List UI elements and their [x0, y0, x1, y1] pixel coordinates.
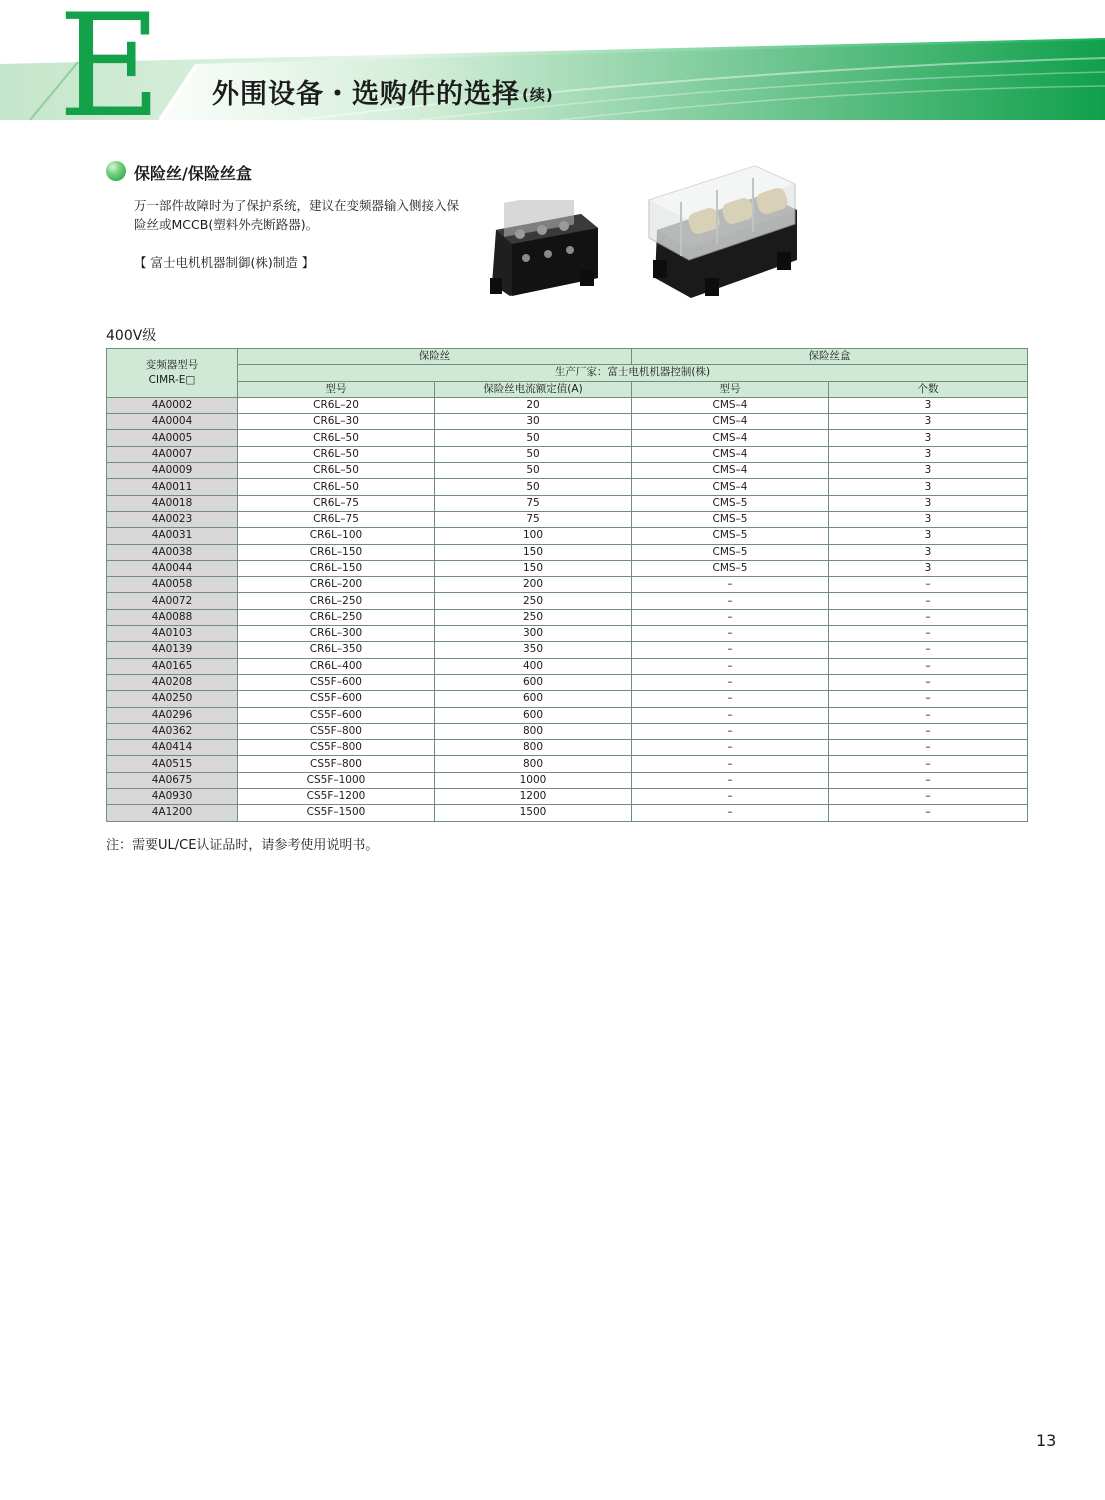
fuse-box-photo: [645, 160, 805, 302]
table-row: [107, 463, 1028, 479]
box-model-cell: –: [632, 642, 829, 658]
fuse-rating-cell: 250: [435, 593, 632, 609]
section-bullet-icon: [106, 161, 126, 181]
inverter-model-cell: 4A0362: [107, 723, 238, 739]
box-count-cell: –: [829, 593, 1028, 609]
fuse-rating-cell: 50: [435, 463, 632, 479]
table-row: [107, 626, 1028, 642]
box-count-cell: –: [829, 756, 1028, 772]
inverter-model-cell: 4A0007: [107, 446, 238, 462]
inverter-model-cell: 4A0044: [107, 560, 238, 576]
header-manufacturer: 生产厂家：富士电机机器控制(株): [238, 365, 1028, 381]
table-row: [107, 789, 1028, 805]
inverter-model-cell: 4A0296: [107, 707, 238, 723]
fuse-rating-cell: 150: [435, 544, 632, 560]
inverter-model-cell: 4A0515: [107, 756, 238, 772]
fuse-model-cell: CS5F–800: [238, 723, 435, 739]
fuse-rating-cell: 100: [435, 528, 632, 544]
fuse-model-cell: CS5F–600: [238, 674, 435, 690]
box-model-cell: –: [632, 740, 829, 756]
fuse-rating-cell: 1000: [435, 772, 632, 788]
table-row: [107, 674, 1028, 690]
fuse-model-cell: CR6L–300: [238, 626, 435, 642]
footnote: 注：需要UL/CE认证品时，请参考使用说明书。: [106, 838, 379, 853]
fuse-rating-cell: 75: [435, 495, 632, 511]
box-model-cell: –: [632, 805, 829, 821]
table-row: [107, 577, 1028, 593]
fuse-model-cell: CR6L–75: [238, 511, 435, 527]
box-count-cell: 3: [829, 528, 1028, 544]
table-row: [107, 544, 1028, 560]
box-count-cell: 3: [829, 430, 1028, 446]
fuse-model-cell: CR6L–75: [238, 495, 435, 511]
box-count-cell: –: [829, 772, 1028, 788]
box-model-cell: CMS–5: [632, 560, 829, 576]
inverter-model-cell: 4A1200: [107, 805, 238, 821]
fuse-rating-cell: 50: [435, 446, 632, 462]
box-count-cell: –: [829, 674, 1028, 690]
box-count-cell: –: [829, 609, 1028, 625]
table-body: [107, 397, 1028, 821]
manufacturer-note: 【 富士电机机器制御(株)制造 】: [134, 255, 315, 270]
table-row: [107, 560, 1028, 576]
inverter-model-cell: 4A0250: [107, 691, 238, 707]
box-model-cell: –: [632, 674, 829, 690]
box-model-cell: –: [632, 756, 829, 772]
section-title: 保险丝/保险丝盒: [134, 164, 252, 183]
header-fuse-rating: 保险丝电流额定值(A): [435, 381, 632, 397]
box-count-cell: 3: [829, 560, 1028, 576]
box-count-cell: –: [829, 658, 1028, 674]
box-model-cell: CMS–4: [632, 463, 829, 479]
fuse-model-cell: CR6L–150: [238, 560, 435, 576]
box-count-cell: –: [829, 805, 1028, 821]
table-row: [107, 446, 1028, 462]
table-row: [107, 430, 1028, 446]
fuse-rating-cell: 400: [435, 658, 632, 674]
box-count-cell: 3: [829, 511, 1028, 527]
fuse-model-cell: CR6L–250: [238, 593, 435, 609]
fuse-model-cell: CR6L–100: [238, 528, 435, 544]
box-model-cell: –: [632, 691, 829, 707]
fuse-model-cell: CR6L–20: [238, 397, 435, 413]
box-count-cell: 3: [829, 495, 1028, 511]
section-description: 万一部件故障时为了保护系统，建议在变频器输入侧接入保险丝或MCCB(塑料外壳断路器)。: [134, 198, 460, 232]
header-inverter-model: [107, 349, 238, 398]
table-row: [107, 723, 1028, 739]
box-model-cell: –: [632, 658, 829, 674]
table-row: [107, 397, 1028, 413]
inverter-model-cell: 4A0675: [107, 772, 238, 788]
fuse-model-cell: CR6L–30: [238, 414, 435, 430]
fuse-rating-cell: 600: [435, 707, 632, 723]
box-model-cell: CMS–4: [632, 430, 829, 446]
fuse-model-cell: CS5F–1500: [238, 805, 435, 821]
page-title-text: 外围设备・选购件的选择: [212, 79, 520, 110]
fuse-selection-table: [106, 348, 1028, 822]
inverter-model-cell: 4A0011: [107, 479, 238, 495]
box-model-cell: –: [632, 789, 829, 805]
box-count-cell: –: [829, 789, 1028, 805]
box-model-cell: –: [632, 707, 829, 723]
inverter-model-cell: 4A0930: [107, 789, 238, 805]
inverter-model-cell: 4A0058: [107, 577, 238, 593]
page-title: [212, 72, 554, 111]
fuse-model-cell: CS5F–800: [238, 756, 435, 772]
box-model-cell: –: [632, 577, 829, 593]
fuse-model-cell: CR6L–200: [238, 577, 435, 593]
inverter-model-cell: 4A0208: [107, 674, 238, 690]
fuse-model-cell: CR6L–150: [238, 544, 435, 560]
header-inverter-model-line2: CIMR-E□: [148, 373, 196, 386]
fuse-rating-cell: 200: [435, 577, 632, 593]
header-banner: [0, 0, 1105, 149]
box-model-cell: CMS–5: [632, 544, 829, 560]
inverter-model-cell: 4A0031: [107, 528, 238, 544]
fuse-rating-cell: 150: [435, 560, 632, 576]
inverter-model-cell: 4A0018: [107, 495, 238, 511]
box-count-cell: –: [829, 723, 1028, 739]
box-model-cell: CMS–4: [632, 414, 829, 430]
inverter-model-cell: 4A0038: [107, 544, 238, 560]
inverter-model-cell: 4A0414: [107, 740, 238, 756]
box-model-cell: –: [632, 609, 829, 625]
inverter-model-cell: 4A0088: [107, 609, 238, 625]
table-row: [107, 756, 1028, 772]
header-box-model: 型号: [632, 381, 829, 397]
box-count-cell: –: [829, 626, 1028, 642]
fuse-model-cell: CR6L–350: [238, 642, 435, 658]
table-row: [107, 658, 1028, 674]
table-row: [107, 642, 1028, 658]
box-model-cell: CMS–4: [632, 479, 829, 495]
table-row: [107, 479, 1028, 495]
box-model-cell: CMS–5: [632, 495, 829, 511]
box-model-cell: –: [632, 723, 829, 739]
inverter-model-cell: 4A0139: [107, 642, 238, 658]
box-count-cell: 3: [829, 414, 1028, 430]
fuse-rating-cell: 350: [435, 642, 632, 658]
voltage-class-label: 400V级: [106, 328, 157, 344]
table-row: [107, 414, 1028, 430]
box-model-cell: –: [632, 626, 829, 642]
inverter-model-cell: 4A0072: [107, 593, 238, 609]
fuse-rating-cell: 50: [435, 479, 632, 495]
table-row: [107, 495, 1028, 511]
fuse-rating-cell: 800: [435, 756, 632, 772]
fuse-rating-cell: 600: [435, 691, 632, 707]
box-count-cell: –: [829, 707, 1028, 723]
fuse-rating-cell: 600: [435, 674, 632, 690]
box-model-cell: CMS–5: [632, 511, 829, 527]
fuse-model-cell: CS5F–1200: [238, 789, 435, 805]
table-row: [107, 805, 1028, 821]
page-number: 13: [1036, 1431, 1057, 1450]
box-model-cell: CMS–5: [632, 528, 829, 544]
fuse-model-cell: CR6L–400: [238, 658, 435, 674]
fuse-rating-cell: 50: [435, 430, 632, 446]
inverter-model-cell: 4A0009: [107, 463, 238, 479]
fuse-model-cell: CS5F–600: [238, 707, 435, 723]
fuse-base-photo: [486, 200, 604, 300]
fuse-model-cell: CR6L–50: [238, 479, 435, 495]
box-count-cell: 3: [829, 463, 1028, 479]
page-title-suffix: (续): [522, 86, 554, 104]
header-inverter-model-line1: 变频器型号: [145, 358, 199, 371]
fuse-model-cell: CR6L–50: [238, 430, 435, 446]
inverter-model-cell: 4A0103: [107, 626, 238, 642]
inverter-model-cell: 4A0004: [107, 414, 238, 430]
box-count-cell: 3: [829, 479, 1028, 495]
inverter-model-cell: 4A0165: [107, 658, 238, 674]
box-count-cell: 3: [829, 544, 1028, 560]
fuse-model-cell: CS5F–800: [238, 740, 435, 756]
box-model-cell: CMS–4: [632, 446, 829, 462]
box-model-cell: –: [632, 772, 829, 788]
fuse-model-cell: CR6L–250: [238, 609, 435, 625]
box-model-cell: CMS–4: [632, 397, 829, 413]
fuse-model-cell: CR6L–50: [238, 446, 435, 462]
box-count-cell: –: [829, 691, 1028, 707]
box-count-cell: 3: [829, 446, 1028, 462]
table-row: [107, 609, 1028, 625]
table-row: [107, 691, 1028, 707]
chapter-letter: E: [58, 0, 162, 149]
fuse-rating-cell: 800: [435, 723, 632, 739]
fuse-model-cell: CR6L–50: [238, 463, 435, 479]
fuse-rating-cell: 1200: [435, 789, 632, 805]
box-count-cell: –: [829, 642, 1028, 658]
fuse-rating-cell: 250: [435, 609, 632, 625]
box-count-cell: 3: [829, 397, 1028, 413]
box-count-cell: –: [829, 740, 1028, 756]
table-row: [107, 593, 1028, 609]
fuse-rating-cell: 300: [435, 626, 632, 642]
table-row: [107, 511, 1028, 527]
table-row: [107, 528, 1028, 544]
fuse-rating-cell: 20: [435, 397, 632, 413]
inverter-model-cell: 4A0005: [107, 430, 238, 446]
fuse-rating-cell: 800: [435, 740, 632, 756]
table-row: [107, 740, 1028, 756]
fuse-rating-cell: 30: [435, 414, 632, 430]
box-model-cell: –: [632, 593, 829, 609]
fuse-rating-cell: 75: [435, 511, 632, 527]
table-row: [107, 707, 1028, 723]
table-row: [107, 772, 1028, 788]
fuse-model-cell: CS5F–1000: [238, 772, 435, 788]
inverter-model-cell: 4A0023: [107, 511, 238, 527]
fuse-model-cell: CS5F–600: [238, 691, 435, 707]
inverter-model-cell: 4A0002: [107, 397, 238, 413]
header-box-count: 个数: [829, 381, 1028, 397]
header-fuse-model: 型号: [238, 381, 435, 397]
fuse-rating-cell: 1500: [435, 805, 632, 821]
header-fuse-group: 保险丝: [238, 349, 632, 365]
box-count-cell: –: [829, 577, 1028, 593]
header-fuse-box-group: 保险丝盒: [632, 349, 1028, 365]
